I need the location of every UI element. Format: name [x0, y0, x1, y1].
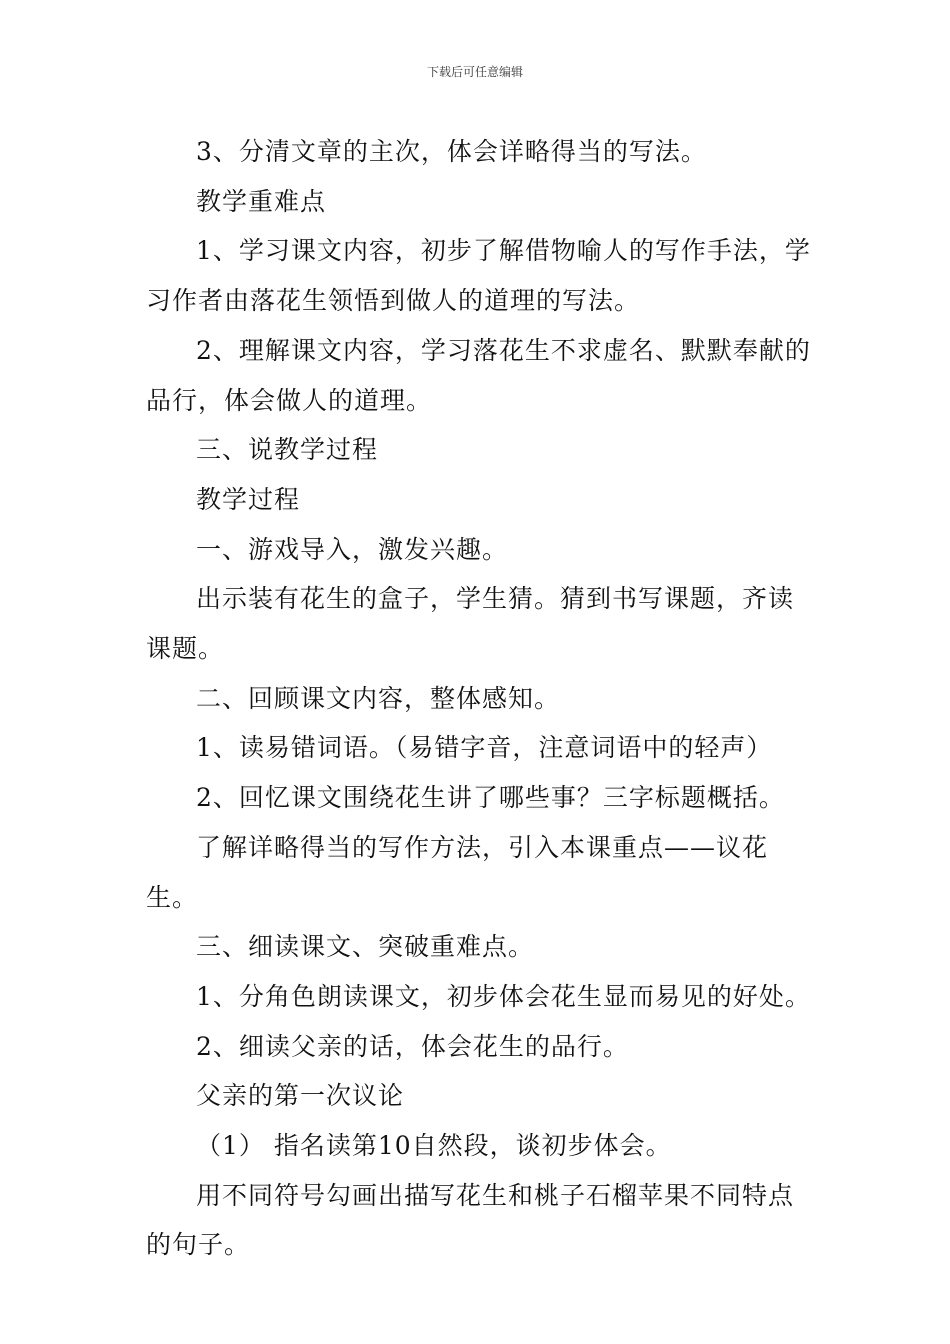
heading-first-discussion: 父亲的第一次议论	[196, 1081, 405, 1111]
paragraph-step-2-item-2: 2、回忆课文围绕花生讲了哪些事？三字标题概括。	[196, 783, 785, 813]
heading-step-2: 二、回顾课文内容，整体感知。	[196, 683, 561, 713]
heading-step-3: 三、细读课文、突破重难点。	[196, 932, 535, 962]
paragraph-objective-3: 3、分清文章的主次，体会详略得当的写法。	[196, 137, 707, 166]
paragraph-step-1-detail: 出示装有花生的盒子，学生猜。猜到书写课题，齐读课题。	[146, 584, 795, 664]
heading-step-1: 一、游戏导入，激发兴趣。	[196, 534, 509, 564]
paragraph-step-2-note: 了解详略得当的写作方法，引入本课重点——议花生。	[146, 832, 769, 912]
paragraph-step-2-item-1: 1、读易错词语。（易错字音，注意词语中的轻声）	[196, 733, 773, 763]
heading-teaching-process-section: 三、说教学过程	[196, 435, 379, 465]
paragraph-key-point-2: 2、理解课文内容，学习落花生不求虚名、默默奉献的品行，体会做人的道理。	[146, 335, 811, 415]
paragraph-discussion-task: 用不同符号勾画出描写花生和桃子石榴苹果不同特点的句子。	[146, 1180, 795, 1260]
page-header: 下载后可任意编辑	[426, 65, 523, 79]
paragraph-step-3-item-1: 1、分角色朗读课文，初步体会花生显而易见的好处。	[196, 981, 811, 1011]
heading-key-difficulties: 教学重难点	[196, 186, 327, 216]
paragraph-step-3-item-2: 2、细读父亲的话，体会花生的品行。	[196, 1031, 629, 1061]
heading-teaching-process: 教学过程	[196, 484, 301, 514]
document-body	[146, 127, 816, 1270]
paragraph-key-point-1: 1、学习课文内容，初步了解借物喻人的写作手法，学习作者由落花生领悟到做人的道理的写法。	[146, 236, 811, 316]
paragraph-discussion-item-1: （1） 指名读第10自然段，谈初步体会。	[196, 1131, 672, 1161]
